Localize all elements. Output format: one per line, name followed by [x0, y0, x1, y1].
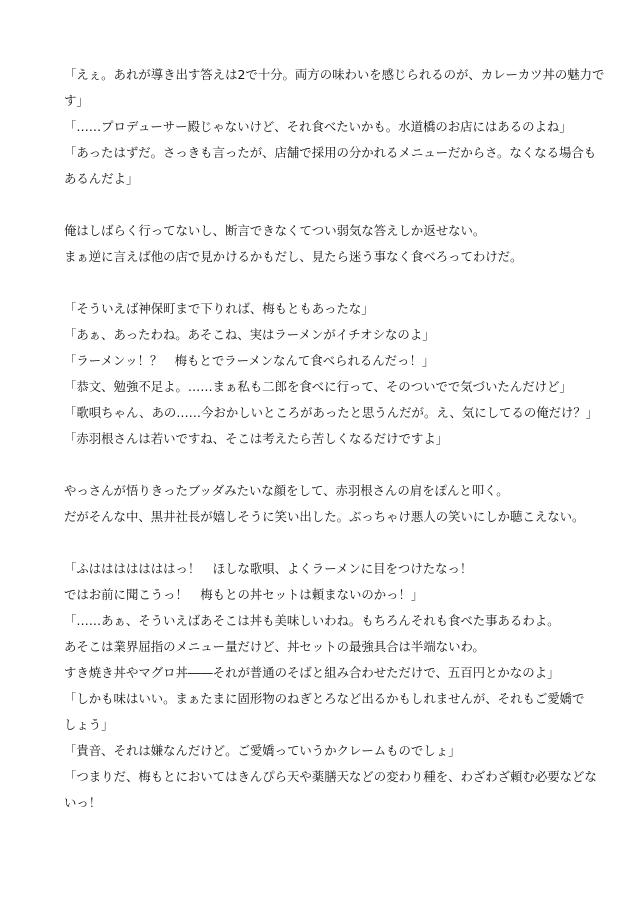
text-line: まぁ逆に言えば他の店で見かけるかもだし、見たら迷う事なく食べろってわけだ。 — [64, 249, 523, 264]
text-line: あそこは業界屈指のメニュー量だけど、丼セットの最強具合は半端ないわ。 — [64, 639, 485, 654]
paragraph-gap — [64, 452, 584, 478]
text-line: 「あったはずだ。さっきも言ったが、店舗で採用の分かれるメニューだからさ。なくなる場合も — [64, 145, 597, 160]
document-page — [64, 62, 605, 816]
text-line: 「貴音、それは嫌なんだけど。ご愛嬌っていうかクレームものでしょ」 — [64, 743, 461, 758]
text-line: 俺はしばらく行ってないし、断言できなくてつい弱気な答えしか返せない。 — [64, 223, 486, 238]
text-line: あるんだよ」 — [64, 171, 139, 186]
text-line: やっさんが悟りきったブッダみたいな顔をして、赤羽根さんの肩をぽんと叩く。 — [64, 483, 509, 498]
text-line: 「赤羽根さんは若いですね、そこは考えたら苦しくなるだけですよ」 — [64, 431, 449, 446]
text-line: 「……プロデューサー殿じゃないけど、それ食べたいかも。水道橋のお店にはあるのよね」 — [64, 119, 572, 134]
text-line: 「つまりだ、梅もとにおいてはきんぴら天や薬膳天などの変わり種を、わざわざ頼む必要などな — [64, 769, 597, 784]
paragraph-gap — [64, 270, 584, 296]
text-line: 「ふはははははははっ！ ほしな歌唄、よくラーメンに目をつけたなっ！ — [64, 561, 473, 576]
text-line: 「あぁ、あったわね。あそこね、実はラーメンがイチオシなのよ」 — [64, 327, 435, 342]
text-line: 「ラーメンッ！？ 梅もとでラーメンなんて食べられるんだっ！」 — [64, 353, 435, 368]
paragraph-gap — [64, 192, 584, 218]
text-line: 「そういえば神保町まで下りれば、梅もともあったな」 — [64, 301, 374, 316]
text-line: だがそんな中、黒井社長が嬉しそうに笑い出した。ぶっちゃけ悪人の笑いにしか聴こえない。 — [64, 509, 585, 524]
text-line: 「しかも味はいい。まぁたまに固形物のねぎとろなど出るかもしれませんが、それもご愛嬌で — [64, 691, 585, 706]
text-line: 「えぇ。あれが導き出す答えは2で十分。両方の味わいを感じられるのが、カレーカツ丼の魅力で — [64, 67, 605, 82]
text-line: ではお前に聞こうっ！ 梅もとの丼セットは頼まないのかっ！」 — [64, 587, 424, 602]
text-line: 「歌唄ちゃん、あの……今おかしいところがあったと思うんだが。え、気にしてるの俺だけ？」 — [64, 405, 599, 420]
paragraph-gap — [64, 530, 584, 556]
text-line: 「恭文、勉強不足よ。……まぁ私も二郎を食べに行って、そのついでで気づいたんだけど」 — [64, 379, 572, 394]
text-line: しょう」 — [64, 717, 114, 732]
text-line: す」 — [64, 93, 89, 108]
text-line: すき焼き丼やマグロ丼――それが普通のそばと組み合わせただけで、五百円とかなのよ」 — [64, 665, 560, 680]
text-line: いっ！ — [64, 795, 102, 810]
text-line: 「……あぁ、そういえばあそこは丼も美味しいわね。もちろんそれも食べた事あるわよ。 — [64, 613, 560, 628]
